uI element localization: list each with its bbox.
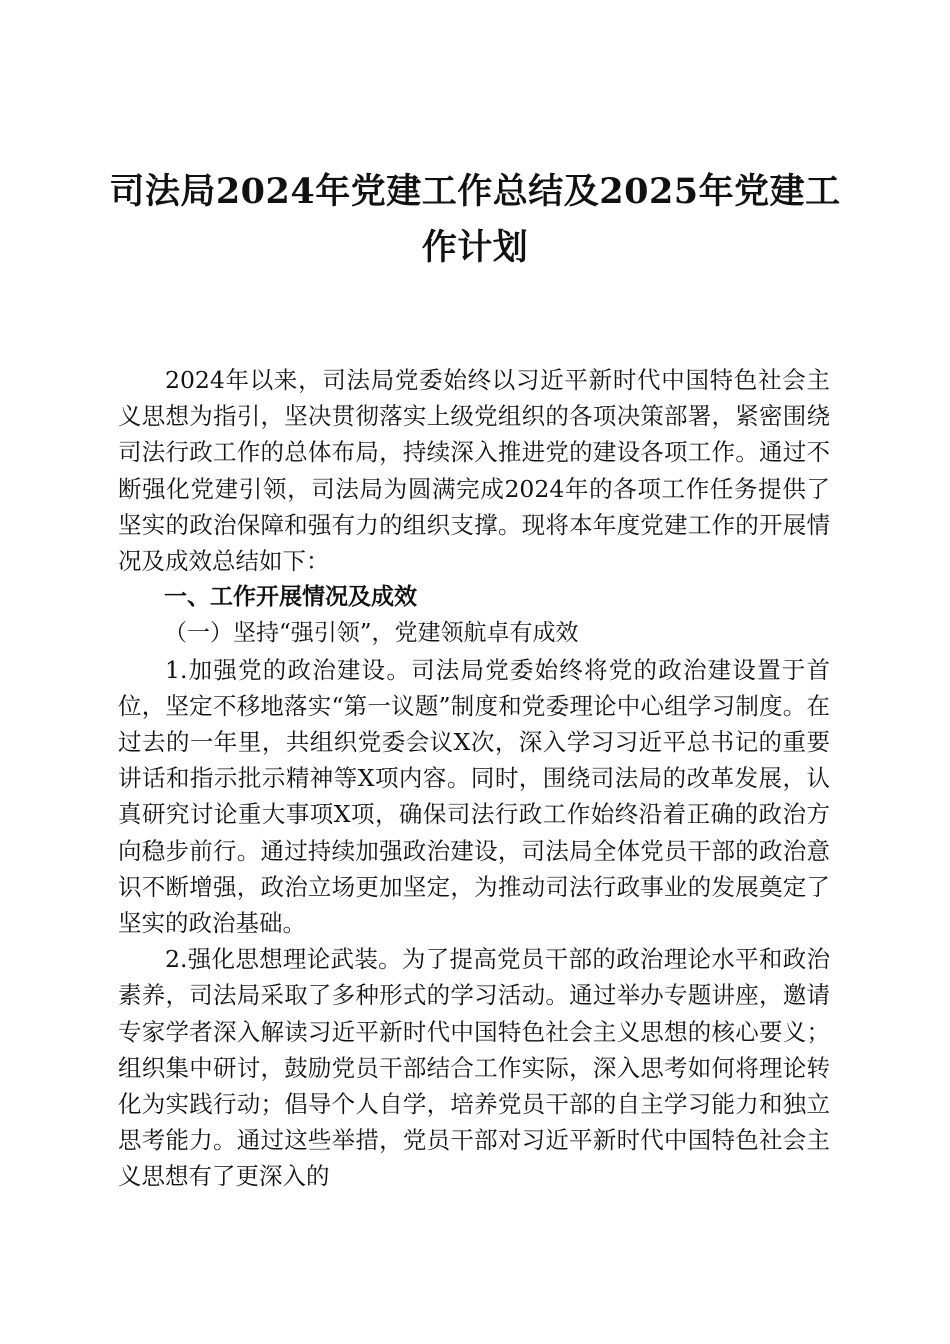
item-1-lead: 1.加强党的政治建设。: [165, 655, 412, 684]
subsection-heading-1: （一）坚持“强引领”，党建领航卓有成效: [164, 620, 579, 647]
item-2-paragraph: [118, 941, 830, 1194]
section-heading-1: 一、工作开展情况及成效: [164, 584, 417, 611]
title-line-1: 司法局2024年党建工作总结及2025年党建工: [109, 171, 841, 212]
item-1-paragraph: [118, 652, 830, 942]
title-line-2: 作计划: [421, 227, 529, 268]
item-2-body: 为了提高党员干部的政治理论水平和政治素养，司法局采取了多种形式的学习活动。通过举办专题讲座，邀请专家学者深入解读习近平新时代中国特色社会主义思想的核心要义；组织集中研讨，鼓励党员干部结合工作实际，深入思考如何将理论转化为实践行动；倡导个人自学，培养党员干部的自主学习能力和独立思考能力。通过这些举措，党员干部对习近平新时代中国特色社会主义思想有了更深入的: [118, 945, 831, 1191]
item-2-lead: 2.强化思想理论武装。: [165, 945, 402, 974]
intro-paragraph: 2024年以来，司法局党委始终以习近平新时代中国特色社会主义思想为指引，坚决贯彻落实上级党组织的各项决策部署，紧密围绕司法行政工作的总体布局，持续深入推进党的建设各项工作。通过不断强化党建引领，司法局为圆满完成2024年的各项工作任务提供了坚实的政治保障和强有力的组织支撑。现将本年度党建工作的开展情况及成效总结如下：: [118, 366, 830, 576]
item-1-body: 司法局党委始终将党的政治建设置于首位，坚定不移地落实“第一议题”制度和党委理论中心组学习制度。在过去的一年里，共组织党委会议X次，深入学习习近平总书记的重要讲话和指示批示精神等X项内容。同时，围绕司法局的改革发展，认真研究讨论重大事项X项，确保司法行政工作始终沿着正确的政治方向稳步前行。通过持续加强政治建设，司法局全体党员干部的政治意识不断增强，政治立场更加坚定，为推动司法行政事业的发展奠定了坚实的政治基础。: [118, 655, 831, 938]
document-body: [118, 362, 830, 1195]
document-title: [100, 164, 850, 276]
